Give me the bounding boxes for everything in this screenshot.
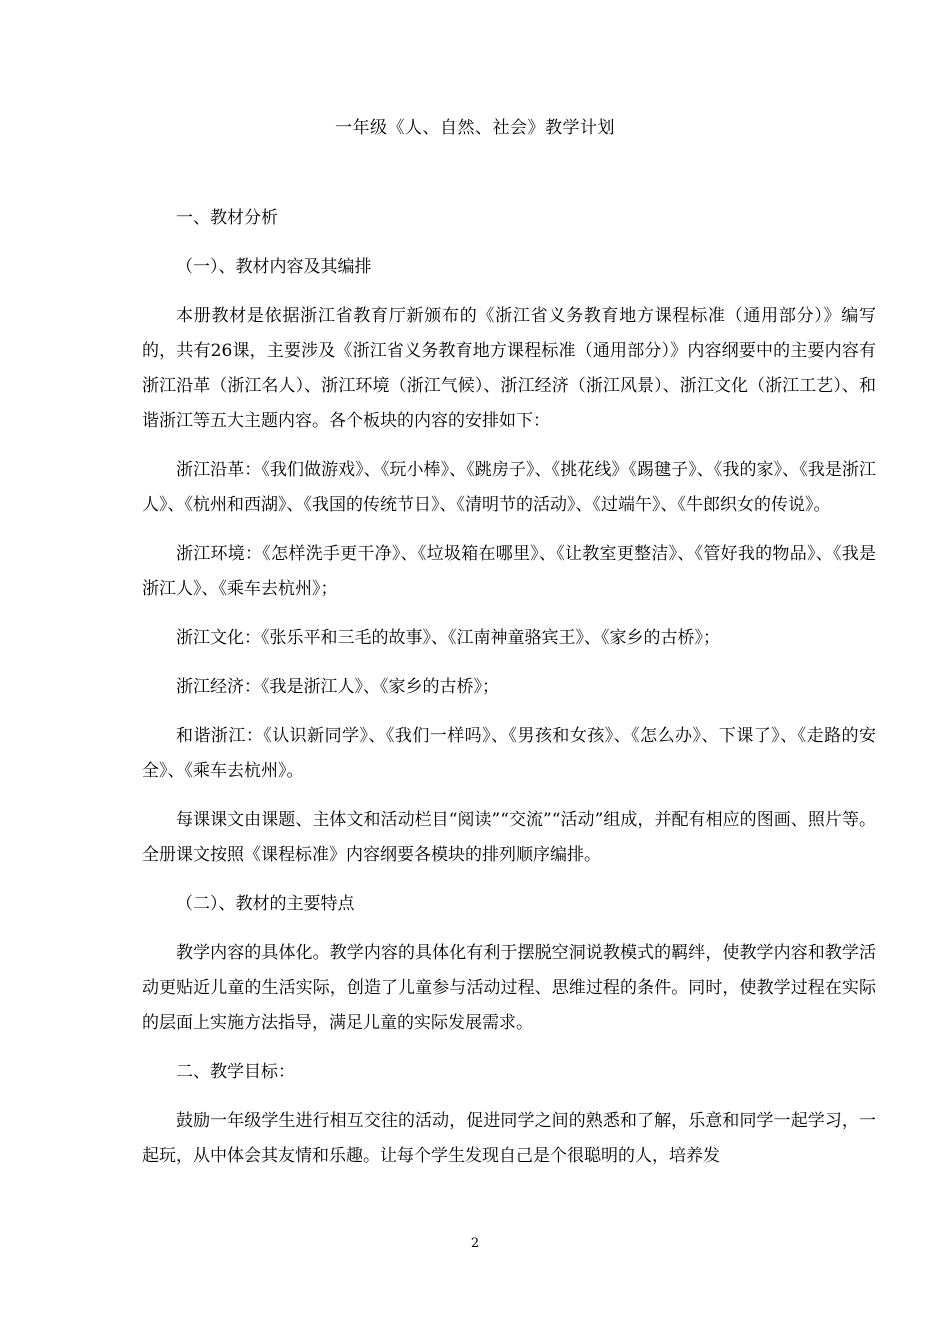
paragraph-features: 教学内容的具体化。教学内容的具体化有利于摆脱空洞说教模式的羁绊，使教学内容和教学活动更贴近儿童的生活实际，创造了儿童参与活动过程、思维过程的条件。同时，使教学过程在实际的层面上实施方法指导，满足儿童的实际发展需求。 — [142, 943, 876, 1033]
document-title: 一年级《人、自然、社会》教学计划 — [335, 118, 615, 138]
section-heading-textbook-analysis: 一、教材分析 — [176, 208, 278, 228]
paragraph-history: 浙江沿革：《我们做游戏》、《玩小棒》、《跳房子》、《挑花线》《踢毽子》、《我的家》、《我是浙江人》、《杭州和西湖》、《我国的传统节日》、《清明节的活动》、《过端午》、《牛郎织女的传说》。 — [142, 460, 876, 515]
paragraph-environment: 浙江环境：《怎样洗手更干净》、《垃圾箱在哪里》、《让教室更整洁》、《管好我的物品》、《我是浙江人》、《乘车去杭州》； — [142, 544, 876, 599]
paragraph-lesson-structure: 每课课文由课题、主体文和活动栏目“阅读”“交流”“活动”组成，并配有相应的图画、照片等。全册课文按照《课程标准》内容纲要各模块的排列顺序编排。 — [142, 810, 876, 865]
subsection-heading-features: （二）、教材的主要特点 — [176, 894, 355, 914]
subsection-heading-content-arrangement: （一）、教材内容及其编排 — [176, 257, 372, 277]
paragraph-economy: 浙江经济：《我是浙江人》、《家乡的古桥》； — [176, 677, 499, 697]
page-number: 2 — [470, 1236, 480, 1251]
paragraph-intro: 本册教材是依据浙江省教育厅新颁布的《浙江省义务教育地方课程标准（通用部分）》编写的，共有26课，主要涉及《浙江省义务教育地方课程标准（通用部分）》内容纲要中的主要内容有浙江沿革（浙江名人）、浙江环境（浙江气候）、浙江经济（浙江风景）、浙江文化（浙江工艺）、和谐浙江等五大主题内容。各个板块的内容的安排如下： — [142, 306, 876, 431]
paragraph-harmony: 和谐浙江：《认识新同学》、《我们一样吗》、《男孩和女孩》、《怎么办》、下课了》、《走路的安全》、《乘车去杭州》。 — [142, 726, 876, 781]
paragraph-culture: 浙江文化：《张乐平和三毛的故事》、《江南神童骆宾王》、《家乡的古桥》； — [176, 628, 720, 648]
paragraph-goals: 鼓励一年级学生进行相互交往的活动，促进同学之间的熟悉和了解，乐意和同学一起学习，一起玩，从中体会其友情和乐趣。让每个学生发现自己是个很聪明的人，培养发 — [142, 1111, 876, 1166]
section-heading-goals: 二、教学目标： — [176, 1062, 295, 1082]
document-body — [142, 201, 876, 1188]
